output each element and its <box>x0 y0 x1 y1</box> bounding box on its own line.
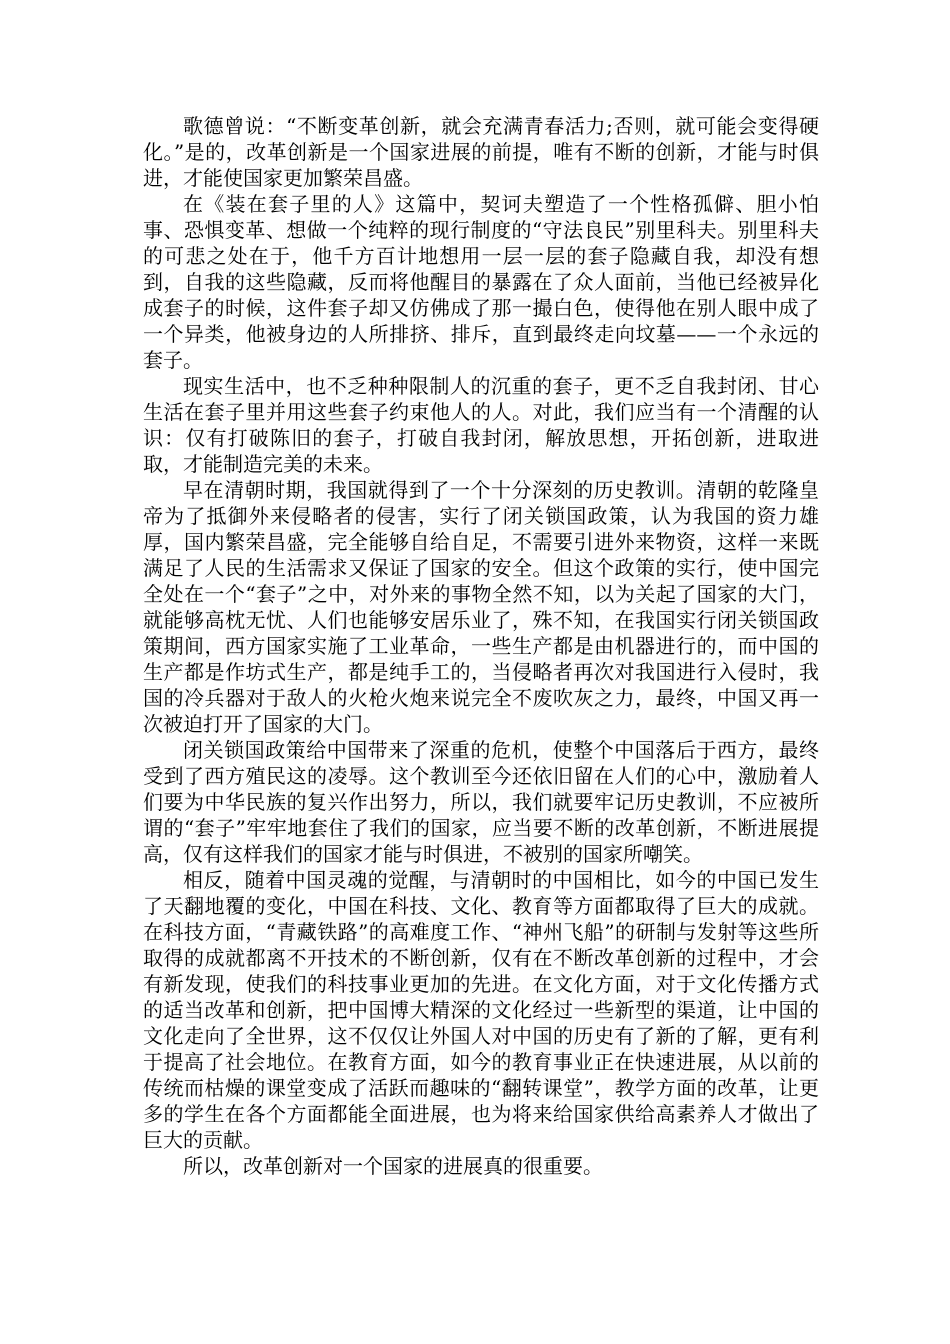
paragraph-conclusion: 所以，改革创新对一个国家的进展真的很重要。 <box>183 1154 603 1178</box>
paragraph-goethe-quote: 歌德曾说：“不断变革创新，就会充满青春活力;否则，就可能会变得硬化。”是的，改革创新是一个国家进展的前提，唯有不断的创新，才能与时俱进，才能使国家更加繁荣昌盛。 <box>143 114 819 190</box>
paragraph-qing-dynasty: 早在清朝时期，我国就得到了一个十分深刻的历史教训。清朝的乾隆皇帝为了抵御外来侵略者的侵害，实行了闭关锁国政策，认为我国的资力雄厚，国内繁荣昌盛，完全能够自给自足，不需要引进外来物资，这样一来既满足了人民的生活需求又保证了国家的安全。但这个政策的实行，使中国完全处在一个“套子”之中，对外来的事物全然不知，以为关起了国家的大门，就能够高枕无忧、人们也能够安居乐业了，殊不知，在我国实行闭关锁国政策期间，西方国家实施了工业革命，一些生产都是由机器进行的，而中国的生产都是作坊式生产，都是纯手工的，当侵略者再次对我国进行入侵时，我国的冷兵器对于敌人的火枪火炮来说完全不废吹灰之力，最终，中国又再一次被迫打开了国家的大门。 <box>143 478 819 736</box>
document-body <box>143 113 819 1179</box>
paragraph-closed-door-lesson: 闭关锁国政策给中国带来了深重的危机，使整个中国落后于西方，最终受到了西方殖民这的凌辱。这个教训至今还依旧留在人们的心中，激励着人们要为中华民族的复兴作出努力，所以，我们就要牢记历史教训，不应被所谓的“套子”牢牢地套住了我们的国家，应当要不断的改革创新，不断进展提高，仅有这样我们的国家才能与时俱进，不被别的国家所嘲笑。 <box>143 738 819 866</box>
paragraph-real-life: 现实生活中，也不乏种种限制人的沉重的套子，更不乏自我封闭、甘心生活在套子里并用这些套子约束他人的人。对此，我们应当有一个清醒的认识：仅有打破陈旧的套子，打破自我封闭，解放思想，开拓创新，进取进取，才能制造完美的未来。 <box>143 374 819 476</box>
paragraph-modern-china: 相反，随着中国灵魂的觉醒，与清朝时的中国相比，如今的中国已发生了天翻地覆的变化，中国在科技、文化、教育等方面都取得了巨大的成就。在科技方面，“青藏铁路”的高难度工作、“神州飞船”的研制与发射等这些所取得的成就都离不开技术的不断创新，仅有在不断改革创新的过程中，才会有新发现，使我们的科技事业更加的先进。在文化方面，对于文化传播方式的适当改革和创新，把中国博大精深的文化经过一些新型的渠道，让中国的文化走向了全世界，这不仅仅让外国人对中国的历史有了新的了解，更有利于提高了社会地位。在教育方面，如今的教育事业正在快速进展，从以前的传统而枯燥的课堂变成了活跃而趣味的“翻转课堂”，教学方面的改革，让更多的学生在各个方面都能全面进展，也为将来给国家供给高素养人才做出了巨大的贡献。 <box>143 868 819 1152</box>
paragraph-man-in-case: 在《装在套子里的人》这篇中，契诃夫塑造了一个性格孤僻、胆小怕事、恐惧变革、想做一个纯粹的现行制度的“守法良民”别里科夫。别里科夫的可悲之处在于，他千方百计地想用一层一层的套子隐藏自我，却没有想到，自我的这些隐藏，反而将他醒目的暴露在了众人面前，当他已经被异化成套子的时候，这件套子却又仿佛成了那一撮白色，使得他在别人眼中成了一个异类，他被身边的人所排挤、排斥，直到最终走向坟墓——一个永远的套子。 <box>143 192 819 372</box>
